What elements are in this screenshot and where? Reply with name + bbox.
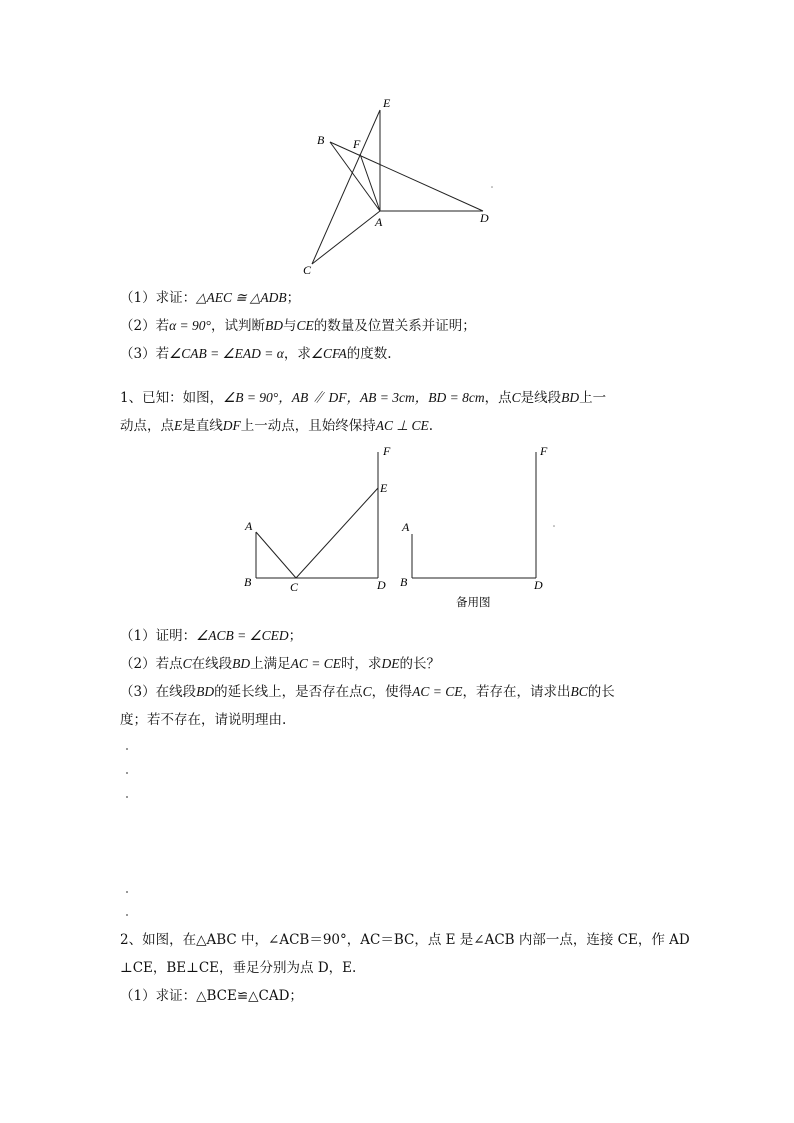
spare-figure-caption: 备用图 [456,597,491,609]
stray-dot [491,186,493,188]
stray-dot [553,525,555,527]
label-F: F [383,444,391,458]
part0-question-1: （1）求证：△AEC ≅ △ADB； [120,290,301,306]
label-A: A [375,215,383,229]
problem1-line-1: 1、已知：如图，∠B = 90°，AB ∥ DF，AB = 3cm，BD = 8cm，点C是线段BD上一 [120,390,607,406]
figure-1-triangles [290,92,510,282]
problem1-question-2: （2）若点C在线段BD上满足AC = CE时，求DE的长？ [120,656,440,672]
stray-dot [126,748,128,750]
problem2-line-2: ⊥CE，BE⊥CE，垂足分别为点 D，E. [120,960,357,976]
problem1-line-2: 动点，点E是直线DF上一动点，且始终保持AC ⊥ CE. [120,418,434,434]
problem2-line-1: 2、如图，在△ABC 中，∠ACB＝90°，AC＝BC，点 E 是∠ACB 内部一点，连接 CE，作 AD [120,932,690,948]
stray-dot [126,796,128,798]
label-A: A [245,519,253,533]
label-B: B [244,575,252,589]
stray-dot [126,914,128,916]
label-D: D [480,211,489,225]
figure-3-spare [396,440,566,612]
label-D: D [377,578,386,592]
label-E: E [380,481,388,495]
figure-2-main [240,440,400,596]
label-B: B [400,575,408,589]
label-F: F [353,137,361,151]
problem1-question-1: （1）证明：∠ACB = ∠CED； [120,628,303,644]
label-E: E [383,96,391,110]
label-A: A [402,520,410,534]
stray-dot [126,772,128,774]
label-C: C [303,263,312,277]
problem1-question-3: （3）在线段BD的延长线上，是否存在点C，使得AC = CE，若存在，请求出BC的长 [120,684,615,700]
stray-dot [126,891,128,893]
part0-question-2: （2）若α = 90°，试判断BD与CE的数量及位置关系并证明； [120,318,476,334]
problem1-question-3-cont: 度；若不存在，请说明理由. [120,712,287,728]
problem2-question-1: （1）求证：△BCE≌△CAD； [120,988,303,1004]
label-C: C [290,580,299,594]
label-B: B [317,133,325,147]
label-F: F [540,444,548,458]
part0-question-3: （3）若∠CAB = ∠EAD = α，求∠CFA的度数. [120,346,392,362]
label-D: D [534,578,543,592]
